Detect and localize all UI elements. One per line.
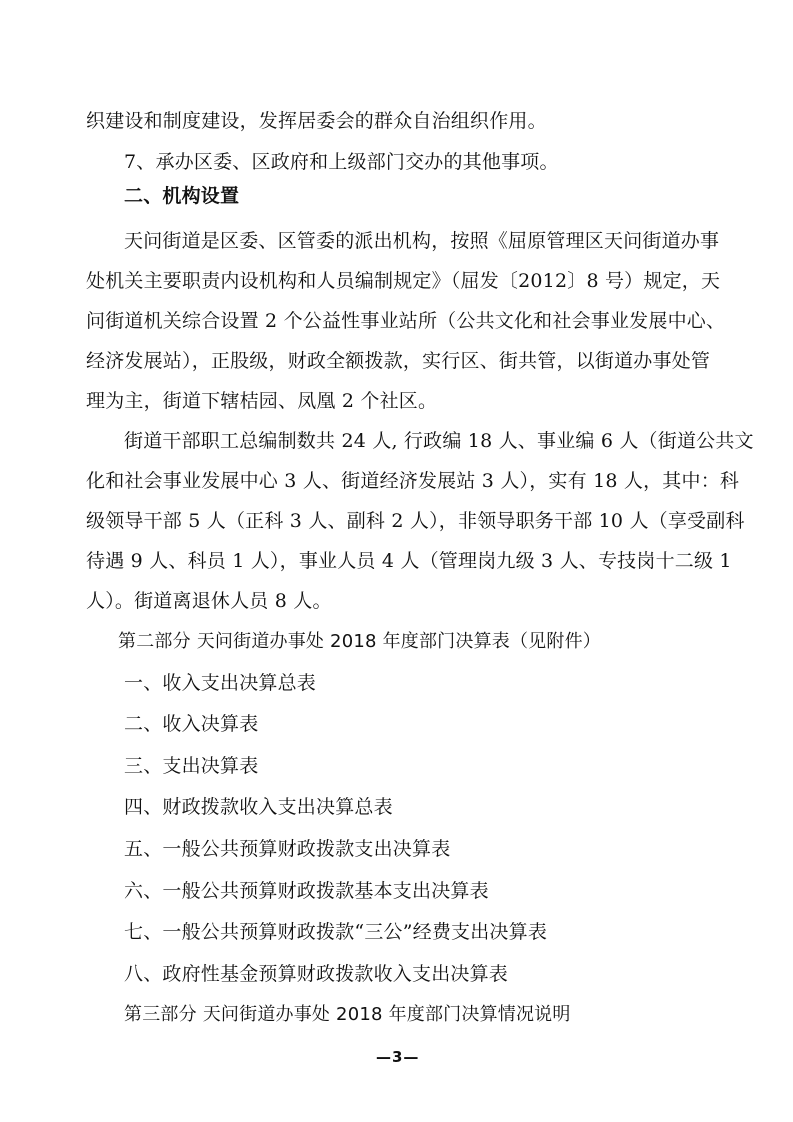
body-line: 织建设和制度建设，发挥居委会的群众自治组织作用。 — [86, 110, 547, 132]
part-three-title: 第三部分 天问街道办事处 2018 年度部门决算情况说明 — [124, 1004, 571, 1025]
paragraph-line: 问街道机关综合设置 2 个公益性事业站所（公共文化和社会事业发展中心、 — [86, 310, 726, 332]
paragraph-line: 理为主，街道下辖桔园、凤凰 2 个社区。 — [86, 390, 438, 412]
paragraph-line: 天问街道是区委、区管委的派出机构，按照《屈原管理区天问街道办事 — [124, 230, 720, 252]
paragraph-line: 街道干部职工总编制数共 24 人, 行政编 18 人、事业编 6 人（街道公共文 — [124, 430, 754, 452]
page-number: —3— — [376, 1048, 420, 1066]
list-item: 五、一般公共预算财政拨款支出决算表 — [124, 838, 451, 860]
list-item: 二、收入决算表 — [124, 713, 259, 735]
paragraph-line: 经济发展站），正股级，财政全额拨款，实行区、街共管，以街道办事处管 — [86, 350, 711, 372]
paragraph-line: 化和社会事业发展中心 3 人、街道经济发展站 3 人），实有 18 人，其中：科 — [86, 470, 740, 492]
list-item: 三、支出决算表 — [124, 755, 259, 777]
list-item: 八、政府性基金预算财政拨款收入支出决算表 — [124, 963, 509, 985]
paragraph-line: 级领导干部 5 人（正科 3 人、副科 2 人），非领导职务干部 10 人（享受副科 — [86, 510, 745, 532]
list-item: 一、收入支出决算总表 — [124, 672, 317, 694]
paragraph-line: 人）。街道离退休人员 8 人。 — [86, 590, 332, 612]
paragraph-line: 处机关主要职责内设机构和人员编制规定》（屈发〔2012〕8 号）规定，天 — [86, 270, 721, 292]
part-two-title: 第二部分 天问街道办事处 2018 年度部门决算表（见附件） — [118, 631, 601, 652]
section-heading: 二、机构设置 — [124, 185, 240, 207]
body-line: 7、承办区委、区政府和上级部门交办的其他事项。 — [124, 151, 559, 173]
list-item: 四、财政拨款收入支出决算总表 — [124, 796, 393, 818]
paragraph-line: 待遇 9 人、科员 1 人），事业人员 4 人（管理岗九级 3 人、专技岗十二级 1 — [86, 550, 732, 572]
list-item: 六、一般公共预算财政拨款基本支出决算表 — [124, 880, 489, 902]
list-item: 七、一般公共预算财政拨款“三公”经费支出决算表 — [124, 921, 548, 943]
